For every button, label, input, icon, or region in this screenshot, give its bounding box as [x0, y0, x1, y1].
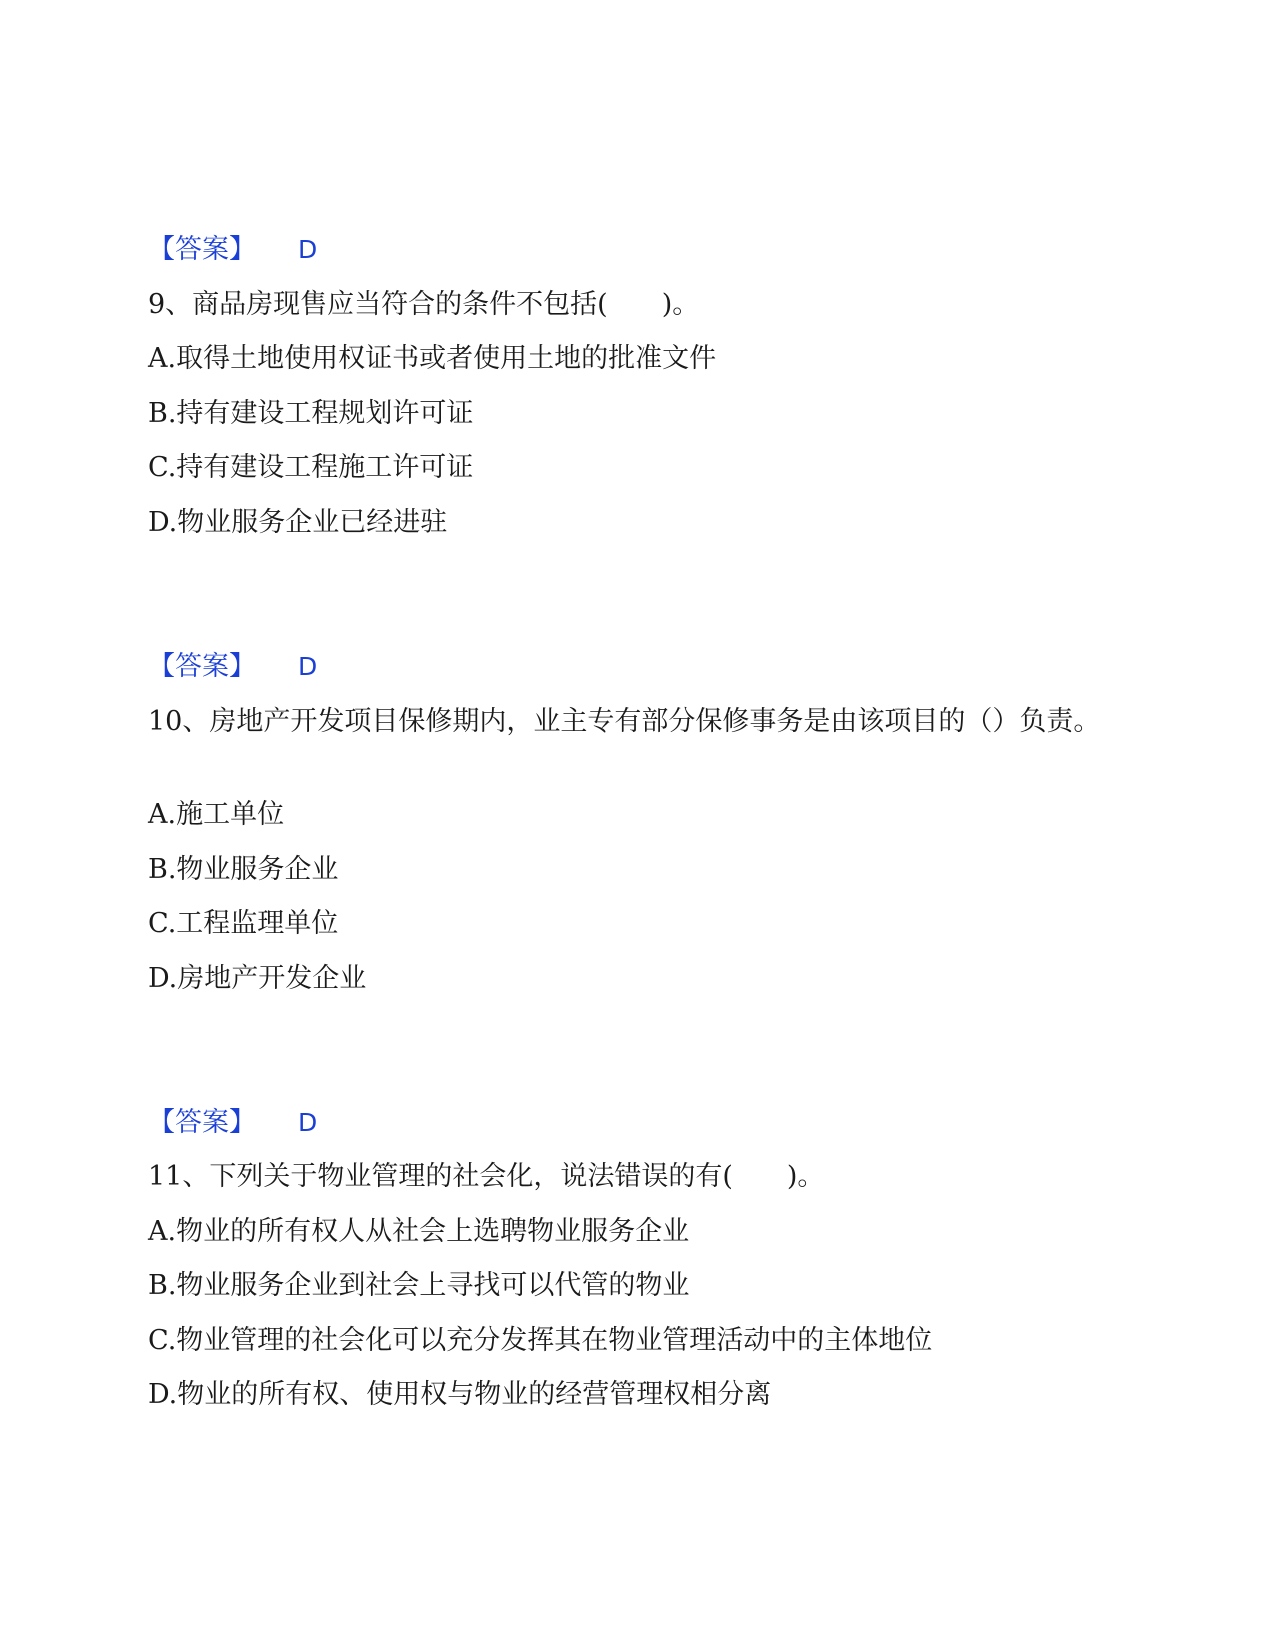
answer-value: D — [298, 652, 318, 681]
answer-line-q8 — [148, 231, 317, 269]
option-c-q11: C.物业管理的社会化可以充分发挥其在物业管理活动中的主体地位 — [148, 1325, 933, 1356]
option-b-q9: B.持有建设工程规划许可证 — [148, 398, 474, 429]
option-d-q11: D.物业的所有权、使用权与物业的经营管理权相分离 — [148, 1379, 772, 1410]
question-stem-10: 10、房地产开发项目保修期内，业主专有部分保修事务是由该项目的（）负责。 — [148, 706, 1101, 737]
answer-value: D — [298, 235, 318, 264]
answer-label: 【答案】 — [148, 651, 256, 682]
option-b-q10: B.物业服务企业 — [148, 854, 339, 885]
option-c-q10: C.工程监理单位 — [148, 908, 339, 939]
answer-value: D — [298, 1108, 318, 1137]
option-c-q9: C.持有建设工程施工许可证 — [148, 452, 474, 483]
option-a-q10: A.施工单位 — [148, 799, 285, 830]
answer-label: 【答案】 — [148, 1107, 256, 1138]
option-a-q9: A.取得土地使用权证书或者使用土地的批准文件 — [148, 343, 717, 374]
answer-label: 【答案】 — [148, 234, 256, 265]
option-b-q11: B.物业服务企业到社会上寻找可以代管的物业 — [148, 1270, 690, 1301]
question-stem-11: 11、下列关于物业管理的社会化，说法错误的有( )。 — [148, 1161, 825, 1192]
answer-line-q9 — [148, 648, 317, 686]
option-d-q10: D.房地产开发企业 — [148, 963, 367, 994]
option-d-q9: D.物业服务企业已经进驻 — [148, 507, 448, 538]
question-stem-9: 9、商品房现售应当符合的条件不包括( )。 — [148, 289, 700, 320]
answer-line-q10 — [148, 1104, 317, 1142]
option-a-q11: A.物业的所有权人从社会上选聘物业服务企业 — [148, 1216, 690, 1247]
